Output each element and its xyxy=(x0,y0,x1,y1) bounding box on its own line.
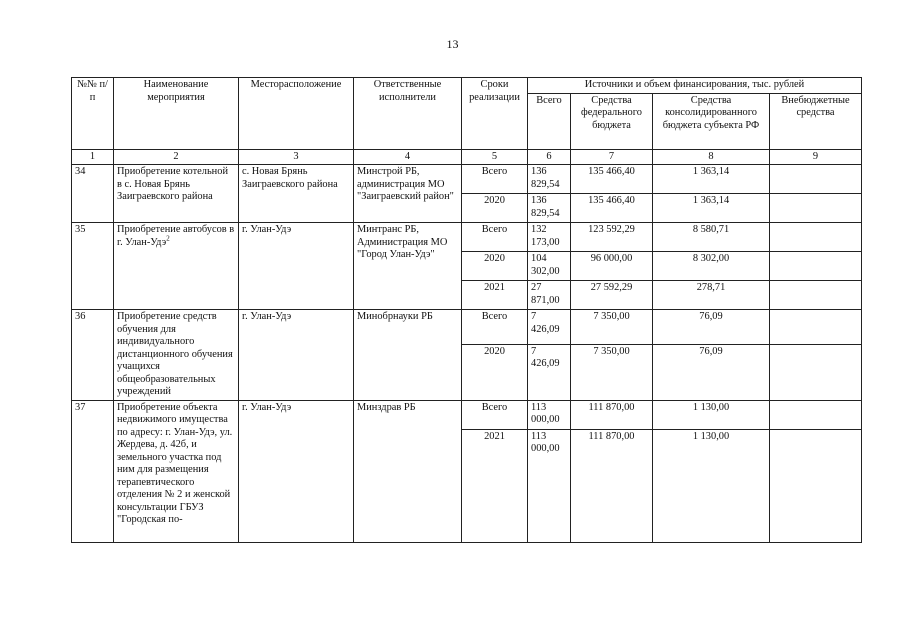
column-number: 6 xyxy=(528,149,571,165)
row-total: 7 426,09 xyxy=(528,310,571,345)
header-row-1 xyxy=(72,78,862,94)
row-federal: 27 592,29 xyxy=(571,281,653,310)
row-federal: 123 592,29 xyxy=(571,223,653,252)
row-term: 2021 xyxy=(462,281,528,310)
column-number-row xyxy=(72,149,862,165)
row-total: 113 000,00 xyxy=(528,400,571,429)
row-offbudget xyxy=(770,281,862,310)
row-federal: 7 350,00 xyxy=(571,344,653,400)
table-row xyxy=(72,400,862,429)
header-name: Наименование мероприятия xyxy=(114,78,239,150)
row-num: 35 xyxy=(72,223,114,310)
row-num: 34 xyxy=(72,165,114,223)
row-consolidated: 1 130,00 xyxy=(653,429,770,542)
column-number: 9 xyxy=(770,149,862,165)
footnote-mark: 2 xyxy=(166,234,170,243)
row-total: 104 302,00 xyxy=(528,252,571,281)
row-num: 36 xyxy=(72,310,114,401)
row-federal: 7 350,00 xyxy=(571,310,653,345)
table-row xyxy=(72,310,862,345)
row-offbudget xyxy=(770,429,862,542)
row-offbudget xyxy=(770,252,862,281)
header-terms: Сроки реализации xyxy=(462,78,528,150)
row-name: Приобретение котельной в с. Новая Брянь Заиграевского района xyxy=(114,165,239,223)
row-term: Всего xyxy=(462,223,528,252)
header-sources: Источники и объем финансирования, тыс. рублей xyxy=(528,78,862,94)
row-total: 27 871,00 xyxy=(528,281,571,310)
row-name-text: Приобретение автобусов в г. Улан-Удэ xyxy=(117,224,235,248)
row-total: 136 829,54 xyxy=(528,194,571,223)
row-term: 2020 xyxy=(462,344,528,400)
row-term: Всего xyxy=(462,310,528,345)
row-consolidated: 1 363,14 xyxy=(653,165,770,194)
row-term: 2020 xyxy=(462,252,528,281)
row-consolidated: 76,09 xyxy=(653,344,770,400)
row-term: Всего xyxy=(462,165,528,194)
column-number: 4 xyxy=(354,149,462,165)
row-responsible: Минздрав РБ xyxy=(354,400,462,542)
row-offbudget xyxy=(770,194,862,223)
column-number: 7 xyxy=(571,149,653,165)
row-name xyxy=(114,223,239,310)
column-number: 3 xyxy=(239,149,354,165)
row-federal: 135 466,40 xyxy=(571,165,653,194)
header-federal: Средства федерального бюджета xyxy=(571,93,653,149)
row-consolidated: 278,71 xyxy=(653,281,770,310)
header-offbudget: Внебюджетные средства xyxy=(770,93,862,149)
row-consolidated: 1 363,14 xyxy=(653,194,770,223)
row-total: 7 426,09 xyxy=(528,344,571,400)
row-term: Всего xyxy=(462,400,528,429)
row-responsible: Минстрой РБ, администрация МО "Заиграевский район" xyxy=(354,165,462,223)
column-number: 2 xyxy=(114,149,239,165)
header-responsible: Ответственные исполнители xyxy=(354,78,462,150)
financing-table xyxy=(71,77,862,543)
row-offbudget xyxy=(770,344,862,400)
header-location: Месторасположение xyxy=(239,78,354,150)
row-consolidated: 1 130,00 xyxy=(653,400,770,429)
table-row xyxy=(72,223,862,252)
row-term: 2021 xyxy=(462,429,528,542)
row-total: 132 173,00 xyxy=(528,223,571,252)
row-consolidated: 76,09 xyxy=(653,310,770,345)
page-number: 13 xyxy=(446,37,459,51)
column-number: 5 xyxy=(462,149,528,165)
header-num: №№ п/п xyxy=(72,78,114,150)
row-name: Приобретение объекта недвижимого имущества по адресу: г. Улан-Удэ, ул. Жердева, д. 42б, и земельного участка под ним для размещения терапевтического отделения № 2 и женской консультации ГБУЗ "Городская по- xyxy=(114,400,239,542)
column-number: 1 xyxy=(72,149,114,165)
row-federal: 111 870,00 xyxy=(571,429,653,542)
row-location: г. Улан-Удэ xyxy=(239,310,354,401)
row-offbudget xyxy=(770,223,862,252)
row-num: 37 xyxy=(72,400,114,542)
header-consolidated: Средства консолидированного бюджета субъекта РФ xyxy=(653,93,770,149)
table-row xyxy=(72,165,862,194)
row-location: г. Улан-Удэ xyxy=(239,400,354,542)
row-location: г. Улан-Удэ xyxy=(239,223,354,310)
row-offbudget xyxy=(770,310,862,345)
row-term: 2020 xyxy=(462,194,528,223)
row-total: 136 829,54 xyxy=(528,165,571,194)
row-name: Приобретение средств обучения для индивидуального дистанционного обучения учащихся общеобразовательных учреждений xyxy=(114,310,239,401)
column-number: 8 xyxy=(653,149,770,165)
row-consolidated: 8 302,00 xyxy=(653,252,770,281)
row-federal: 96 000,00 xyxy=(571,252,653,281)
row-offbudget xyxy=(770,400,862,429)
row-offbudget xyxy=(770,165,862,194)
row-location: с. Новая Брянь Заиграевского района xyxy=(239,165,354,223)
row-responsible: Минтранс РБ, Администрация МО "Город Улан-Удэ" xyxy=(354,223,462,310)
row-responsible: Минобрнауки РБ xyxy=(354,310,462,401)
header-total: Всего xyxy=(528,93,571,149)
row-total: 113 000,00 xyxy=(528,429,571,542)
row-federal: 111 870,00 xyxy=(571,400,653,429)
row-federal: 135 466,40 xyxy=(571,194,653,223)
row-consolidated: 8 580,71 xyxy=(653,223,770,252)
